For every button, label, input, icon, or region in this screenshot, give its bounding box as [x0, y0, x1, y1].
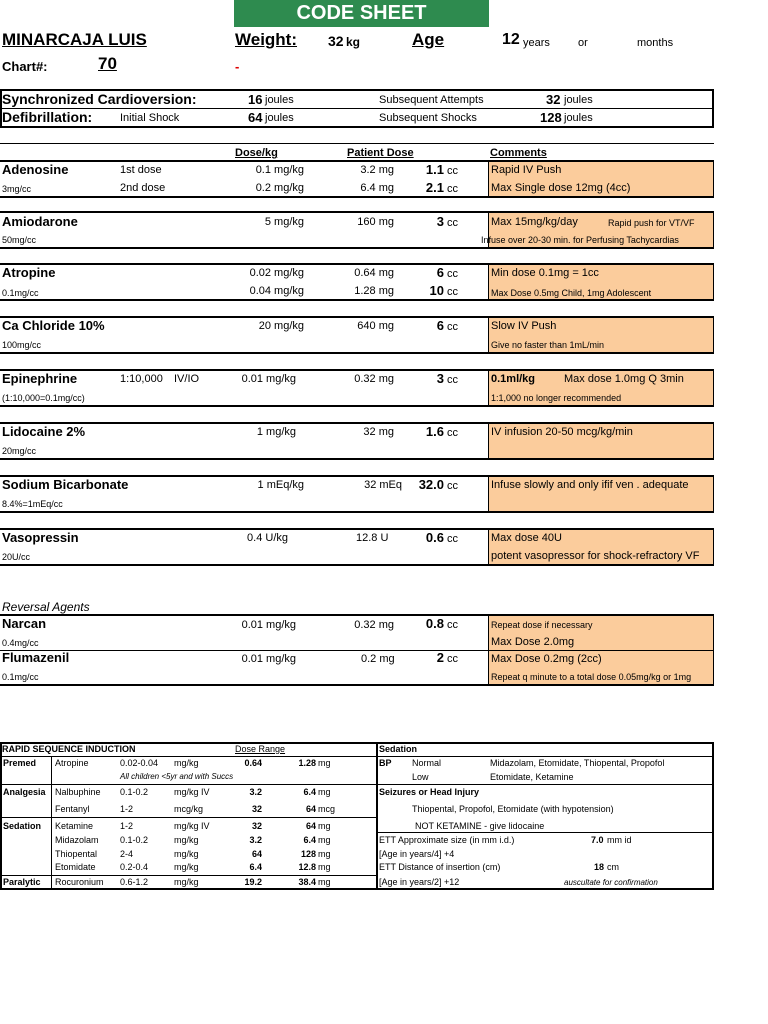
rsi-unit: mg/kg	[174, 862, 199, 872]
ett-note: auscultate for confirmation	[564, 878, 658, 887]
epi-name: Epinephrine	[2, 371, 78, 386]
rsi-high: 38.4	[298, 877, 316, 887]
rsi-high: 6.4	[303, 835, 316, 845]
defib-sub-unit: joules	[564, 112, 593, 124]
narcan-comment2: Max Dose 2.0mg	[491, 636, 575, 648]
adenosine-dose2-label: 2nd dose	[120, 182, 166, 194]
divider	[376, 832, 714, 833]
or-label: or	[578, 37, 588, 49]
rsi-range: 0.6-1.2	[120, 877, 149, 887]
cc-unit: cc	[447, 268, 458, 280]
rsi-drug: Atropine	[55, 758, 89, 768]
rsi-unit: mg/kg IV	[174, 787, 210, 797]
cc-unit: cc	[447, 286, 458, 298]
rsi-unit: mcg/kg	[174, 804, 204, 814]
sync-sub-label: Subsequent Attempts	[379, 94, 484, 106]
header-patient-dose: Patient Dose	[347, 147, 414, 159]
patient-name: MINARCAJA LUIS	[2, 30, 147, 49]
vaso-cc: 0.6	[425, 530, 444, 545]
epi-dose-pt: 0.32 mg	[354, 373, 394, 385]
narcan-dose-kg: 0.01 mg/kg	[241, 619, 296, 631]
vaso-dose-pt: 12.8 U	[356, 532, 389, 544]
page-title: CODE SHEET	[234, 0, 489, 27]
sync-unit: joules	[265, 94, 294, 106]
rsi-drug: Fentanyl	[55, 804, 90, 814]
bicarb-conc: 8.4%=1mEq/cc	[2, 499, 63, 509]
rsi-low: 64	[251, 849, 262, 859]
sync-sub-value: 32	[546, 92, 561, 107]
vaso-dose-kg: 0.4 U/kg	[247, 532, 288, 544]
seizure-note: NOT KETAMINE - give lidocaine	[415, 821, 545, 831]
rsi-unit: mg/kg	[174, 835, 199, 845]
row-rule	[0, 564, 714, 566]
epi-comment1b: Max dose 1.0mg Q 3min	[564, 373, 684, 385]
months-label: months	[637, 37, 674, 49]
vaso-name: Vasopressin	[2, 530, 79, 545]
ett-size-formula: [Age in years/4] +4	[379, 849, 455, 859]
row-rule	[0, 247, 714, 249]
epi-route: IV/IO	[174, 373, 200, 385]
rsi-cat-paralytic: Paralytic	[3, 877, 41, 887]
rsi-drug: Midazolam	[55, 835, 99, 845]
rsi-high: 6.4	[303, 787, 316, 797]
adenosine-dose1-label: 1st dose	[120, 164, 162, 176]
atropine-dose2-kg: 0.04 mg/kg	[249, 285, 304, 297]
defib-value: 64	[248, 110, 263, 125]
ett-depth-value: 18	[594, 862, 605, 872]
amiodarone-conc: 50mg/cc	[2, 235, 37, 245]
header-dose-kg: Dose/kg	[235, 147, 278, 159]
narcan-dose-pt: 0.32 mg	[354, 619, 394, 631]
divider	[0, 817, 376, 818]
red-marker: -	[235, 59, 240, 74]
ett-size-unit: mm id	[607, 835, 632, 845]
epi-comment2: 1:1,000 no longer recommended	[491, 393, 622, 403]
bicarb-dose-pt: 32 mEq	[364, 479, 402, 491]
cc-unit: cc	[447, 533, 458, 545]
flumazenil-dose-pt: 0.2 mg	[361, 653, 395, 665]
rsi-unit: mg/kg	[174, 758, 199, 768]
rsi-range: 1-2	[120, 804, 134, 814]
cacl-comment1: Slow IV Push	[491, 320, 557, 332]
amiodarone-comment1: Max 15mg/kg/day	[491, 216, 578, 228]
rsi-high-unit: mg	[318, 821, 331, 831]
rsi-high: 12.8	[298, 862, 316, 872]
ett-depth-formula: [Age in years/2] +12	[379, 877, 460, 887]
cacl-comment2: Give no faster than 1mL/min	[491, 340, 605, 350]
flumazenil-comment1: Max Dose 0.2mg (2cc)	[491, 653, 602, 665]
row-rule	[0, 458, 714, 460]
age-unit: years	[523, 37, 550, 49]
lidocaine-comment1: IV infusion 20-50 mcg/kg/min	[491, 426, 633, 438]
row-rule	[0, 511, 714, 513]
amiodarone-dose-kg: 5 mg/kg	[264, 216, 304, 228]
adenosine-name: Adenosine	[2, 162, 69, 177]
lidocaine-dose-kg: 1 mg/kg	[256, 426, 296, 438]
rsi-range: 0.1-0.2	[120, 835, 149, 845]
cc-unit: cc	[447, 427, 458, 439]
atropine-name: Atropine	[2, 265, 56, 280]
rsi-high-unit: mcg	[318, 804, 336, 814]
bp-low-label: Low	[412, 772, 429, 782]
bicarb-comment1: Infuse slowly and only ifif ven . adequate	[491, 479, 689, 491]
bp-normal-label: Normal	[412, 758, 442, 768]
defib-label: Defibrillation:	[2, 109, 93, 125]
cc-unit: cc	[447, 480, 458, 492]
adenosine-dose1-kg: 0.1 mg/kg	[255, 164, 304, 176]
cacl-cc: 6	[436, 318, 444, 333]
row-rule	[0, 684, 714, 686]
adenosine-comment1: Rapid IV Push	[491, 164, 562, 176]
narcan-name: Narcan	[2, 616, 47, 631]
rsi-dose-range: Dose Range	[235, 744, 286, 754]
seizure-title: Seizures or Head Injury	[379, 787, 480, 797]
vaso-comment2: potent vasopressor for shock-refractory VF	[491, 550, 700, 562]
epi-cc: 3	[436, 371, 444, 386]
rsi-drug: Ketamine	[55, 821, 94, 831]
row-rule	[0, 299, 714, 301]
adenosine-dose2-kg: 0.2 mg/kg	[255, 182, 304, 194]
divider	[0, 875, 376, 876]
atropine-dose2-cc: 10	[429, 283, 444, 298]
flumazenil-cc: 2	[436, 650, 444, 665]
divider	[51, 756, 52, 890]
rsi-low: 6.4	[249, 862, 262, 872]
flumazenil-comment2: Repeat q minute to a total dose 0.05mg/kg or 1mg	[491, 672, 692, 682]
rsi-high-unit: mg	[318, 758, 331, 768]
vaso-comment1: Max dose 40U	[491, 532, 562, 544]
age-value: 12	[502, 31, 520, 48]
cc-unit: cc	[447, 165, 458, 177]
rsi-cat-analgesia: Analgesia	[3, 787, 46, 797]
divider	[0, 784, 376, 785]
narcan-cc: 0.8	[425, 616, 444, 631]
atropine-dose1-kg: 0.02 mg/kg	[249, 267, 304, 279]
sync-label: Synchronized Cardioversion:	[2, 91, 197, 107]
lidocaine-name: Lidocaine 2%	[2, 424, 86, 439]
divider	[376, 742, 378, 890]
cacl-dose-kg: 20 mg/kg	[258, 320, 304, 332]
bp-low-drugs: Etomidate, Ketamine	[490, 772, 574, 782]
atropine-comment1: Min dose 0.1mg = 1cc	[491, 267, 599, 279]
rsi-range: 0.02-0.04	[120, 758, 159, 768]
cc-unit: cc	[447, 217, 458, 229]
vaso-conc: 20U/cc	[2, 552, 31, 562]
ett-size-label: ETT Approximate size (in mm i.d.)	[379, 835, 515, 845]
rsi-high-unit: mg	[318, 877, 331, 887]
lidocaine-conc: 20mg/cc	[2, 446, 37, 456]
narcan-comment1: Repeat dose if necessary	[491, 620, 593, 630]
divider	[0, 108, 714, 109]
seizure-drugs: Thiopental, Propofol, Etomidate (with hypotension)	[412, 804, 614, 814]
adenosine-dose1-pt: 3.2 mg	[360, 164, 394, 176]
rsi-unit: mg/kg	[174, 849, 199, 859]
rsi-high-unit: mg	[318, 849, 331, 859]
epi-dose-kg: 0.01 mg/kg	[241, 373, 296, 385]
rsi-high: 128	[300, 849, 316, 859]
rsi-drug: Etomidate	[55, 862, 96, 872]
epi-comment1: 0.1ml/kg	[491, 373, 536, 385]
rsi-note: All children <5yr and with Succs	[120, 772, 234, 781]
rsi-low: 32	[251, 804, 262, 814]
cc-unit: cc	[447, 653, 458, 665]
defib-sub-value: 128	[540, 110, 562, 125]
rsi-title: RAPID SEQUENCE INDUCTION	[2, 744, 136, 754]
reversal-title: Reversal Agents	[2, 600, 90, 614]
cacl-name: Ca Chloride 10%	[2, 318, 105, 333]
atropine-dose1-pt: 0.64 mg	[354, 267, 394, 279]
header-rule	[0, 143, 714, 144]
rsi-drug: Rocuronium	[55, 877, 104, 887]
cc-unit: cc	[447, 619, 458, 631]
cacl-dose-pt: 640 mg	[357, 320, 394, 332]
rsi-high: 64	[305, 804, 316, 814]
adenosine-dose2-pt: 6.4 mg	[360, 182, 394, 194]
bp-label: BP	[379, 758, 392, 768]
adenosine-dose1-cc: 1.1	[425, 162, 444, 177]
cc-unit: cc	[447, 374, 458, 386]
rsi-cat-sedation: Sedation	[3, 821, 42, 831]
header-comments: Comments	[490, 147, 547, 159]
sync-value: 16	[248, 92, 263, 107]
flumazenil-dose-kg: 0.01 mg/kg	[241, 653, 296, 665]
rsi-low: 19.2	[244, 877, 262, 887]
rsi-low: 32	[251, 821, 262, 831]
rsi-range: 1-2	[120, 821, 134, 831]
bp-normal-drugs: Midazolam, Etomidate, Thiopental, Propofol	[490, 758, 665, 768]
rsi-range: 0.1-0.2	[120, 787, 149, 797]
amiodarone-name: Amiodarone	[2, 214, 78, 229]
atropine-dose2-pt: 1.28 mg	[354, 285, 394, 297]
rsi-high: 64	[305, 821, 316, 831]
rsi-high: 1.28	[298, 758, 316, 768]
chart-number: 70	[98, 54, 117, 73]
cacl-conc: 100mg/cc	[2, 340, 42, 350]
atropine-conc: 0.1mg/cc	[2, 288, 39, 298]
rsi-drug: Nalbuphine	[55, 787, 101, 797]
rsi-range: 0.2-0.4	[120, 862, 149, 872]
weight-value: 32	[328, 33, 344, 49]
weight-label: Weight:	[235, 30, 298, 49]
lidocaine-cc: 1.6	[425, 424, 444, 439]
sync-sub-unit: joules	[564, 94, 593, 106]
age-label: Age	[412, 30, 445, 49]
weight-unit: kg	[346, 35, 361, 49]
adenosine-comment2: Max Single dose 12mg (4cc)	[491, 182, 631, 194]
ett-depth-unit: cm	[607, 862, 619, 872]
amiodarone-cc: 3	[436, 214, 444, 229]
bicarb-cc: 32.0	[418, 477, 444, 492]
ett-size-value: 7.0	[591, 835, 604, 845]
divider	[376, 784, 714, 785]
lidocaine-dose-pt: 32 mg	[363, 426, 394, 438]
rsi-range: 2-4	[120, 849, 134, 859]
amiodarone-comment2: Infuse over 20-30 min. for Perfusing Tachycardias	[481, 235, 679, 245]
rsi-high-unit: mg	[318, 787, 331, 797]
divider	[488, 650, 714, 651]
atropine-comment2: Max Dose 0.5mg Child, 1mg Adolescent	[491, 288, 652, 298]
amiodarone-dose-pt: 160 mg	[357, 216, 394, 228]
adenosine-conc: 3mg/cc	[2, 184, 32, 194]
narcan-conc: 0.4mg/cc	[2, 638, 39, 648]
rsi-unit: mg/kg	[174, 877, 199, 887]
row-rule	[0, 405, 714, 407]
bicarb-name: Sodium Bicarbonate	[2, 477, 129, 492]
bicarb-dose-kg: 1 mEq/kg	[257, 479, 304, 491]
amiodarone-comment1b: Rapid push for VT/VF	[608, 218, 695, 228]
rsi-high-unit: mg	[318, 862, 331, 872]
divider	[0, 756, 714, 757]
row-rule	[0, 352, 714, 354]
cc-unit: cc	[447, 321, 458, 333]
flumazenil-name: Flumazenil	[2, 650, 70, 665]
rsi-drug: Thiopental	[55, 849, 98, 859]
defib-sub-label: Subsequent Shocks	[379, 112, 477, 124]
defib-unit: joules	[265, 112, 294, 124]
rsi-low: 3.2	[249, 835, 262, 845]
row-rule	[0, 196, 714, 198]
epi-ratio: 1:10,000	[120, 373, 163, 385]
rsi-cat-premed: Premed	[3, 758, 37, 768]
atropine-dose1-cc: 6	[436, 265, 444, 280]
adenosine-dose2-cc: 2.1	[425, 180, 444, 195]
flumazenil-conc: 0.1mg/cc	[2, 672, 39, 682]
sedation-title: Sedation	[379, 744, 418, 754]
rsi-low: 3.2	[249, 787, 262, 797]
ett-depth-label: ETT Distance of insertion (cm)	[379, 862, 501, 872]
rsi-low: 0.64	[244, 758, 262, 768]
chart-label: Chart#:	[2, 59, 48, 74]
rsi-unit: mg/kg IV	[174, 821, 210, 831]
cc-unit: cc	[447, 183, 458, 195]
defib-initial-label: Initial Shock	[120, 112, 180, 124]
epi-conc: (1:10,000=0.1mg/cc)	[2, 393, 85, 403]
rsi-high-unit: mg	[318, 835, 331, 845]
